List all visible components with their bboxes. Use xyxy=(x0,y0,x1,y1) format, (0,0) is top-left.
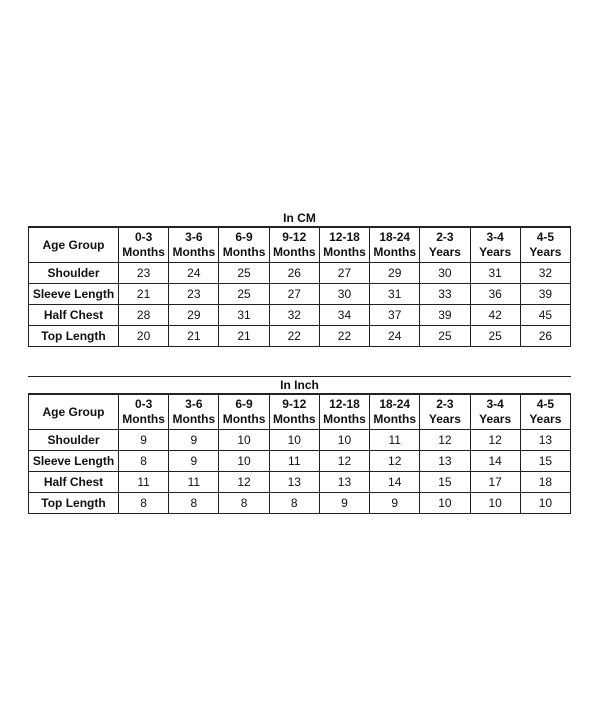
table-cell: 12 xyxy=(420,430,470,451)
table-cell: 32 xyxy=(520,263,570,284)
age-unit: Months xyxy=(323,245,366,259)
table-cell: 26 xyxy=(520,326,570,347)
age-unit: Months xyxy=(373,412,417,426)
table-cell: 21 xyxy=(219,326,269,347)
table-cell: 10 xyxy=(420,493,470,514)
table-cell: 11 xyxy=(269,451,319,472)
table-cell: 10 xyxy=(319,430,369,451)
inch-column-header xyxy=(520,395,570,430)
row-label: Shoulder xyxy=(29,263,119,284)
table-cell: 12 xyxy=(370,451,420,472)
row-label: Sleeve Length xyxy=(29,451,119,472)
age-unit: Months xyxy=(122,412,165,426)
cm-column-header xyxy=(169,228,219,263)
table-cell: 13 xyxy=(520,430,570,451)
age-unit: Years xyxy=(428,412,461,426)
age-range: 4-5 xyxy=(536,230,555,244)
table-row xyxy=(29,493,571,514)
age-unit: Years xyxy=(529,412,562,426)
table-row xyxy=(29,326,571,347)
age-range: 9-12 xyxy=(282,230,307,244)
inch-column-header xyxy=(269,395,319,430)
inch-column-header xyxy=(370,395,420,430)
age-unit: Months xyxy=(272,245,316,259)
row-label: Shoulder xyxy=(29,430,119,451)
table-cell: 26 xyxy=(269,263,319,284)
age-unit: Months xyxy=(172,245,216,259)
table-cell: 20 xyxy=(119,326,169,347)
inch-age-group-header: Age Group xyxy=(29,395,119,430)
cm-column-header xyxy=(319,228,369,263)
table-cell: 12 xyxy=(470,430,520,451)
age-range: 9-12 xyxy=(282,397,307,411)
age-unit: Months xyxy=(222,412,266,426)
age-range: 3-6 xyxy=(185,230,203,244)
inch-table-title: In Inch xyxy=(28,376,571,394)
table-cell: 23 xyxy=(169,284,219,305)
table-cell: 8 xyxy=(269,493,319,514)
table-row xyxy=(29,472,571,493)
table-cell: 28 xyxy=(119,305,169,326)
table-cell: 24 xyxy=(169,263,219,284)
age-unit: Years xyxy=(479,412,512,426)
table-cell: 29 xyxy=(169,305,219,326)
table-cell: 34 xyxy=(319,305,369,326)
cm-column-header xyxy=(370,228,420,263)
age-unit: Years xyxy=(529,245,562,259)
table-cell: 24 xyxy=(370,326,420,347)
table-cell: 36 xyxy=(470,284,520,305)
table-cell: 10 xyxy=(520,493,570,514)
row-label: Half Chest xyxy=(29,472,119,493)
table-row xyxy=(29,430,571,451)
table-cell: 8 xyxy=(119,451,169,472)
table-cell: 39 xyxy=(520,284,570,305)
table-cell: 8 xyxy=(169,493,219,514)
row-label: Top Length xyxy=(29,326,119,347)
table-cell: 27 xyxy=(319,263,369,284)
age-range: 2-3 xyxy=(436,230,454,244)
table-cell: 10 xyxy=(219,451,269,472)
table-cell: 8 xyxy=(219,493,269,514)
cm-age-group-header: Age Group xyxy=(29,228,119,263)
cm-header-row xyxy=(29,228,571,263)
table-cell: 22 xyxy=(319,326,369,347)
age-range: 3-6 xyxy=(185,397,203,411)
table-cell: 12 xyxy=(319,451,369,472)
table-cell: 22 xyxy=(269,326,319,347)
age-range: 2-3 xyxy=(436,397,454,411)
table-cell: 37 xyxy=(370,305,420,326)
age-range: 12-18 xyxy=(329,230,360,244)
table-cell: 18 xyxy=(520,472,570,493)
table-cell: 25 xyxy=(219,284,269,305)
age-range: 6-9 xyxy=(235,230,253,244)
table-cell: 42 xyxy=(470,305,520,326)
age-range: 0-3 xyxy=(134,397,153,411)
age-unit: Months xyxy=(122,245,165,259)
table-cell: 31 xyxy=(370,284,420,305)
table-cell: 14 xyxy=(470,451,520,472)
table-cell: 25 xyxy=(470,326,520,347)
table-cell: 32 xyxy=(269,305,319,326)
table-row xyxy=(29,263,571,284)
table-cell: 31 xyxy=(219,305,269,326)
cm-column-header xyxy=(219,228,269,263)
table-cell: 13 xyxy=(319,472,369,493)
age-range: 18-24 xyxy=(379,230,411,244)
table-cell: 25 xyxy=(219,263,269,284)
age-range: 6-9 xyxy=(235,397,253,411)
inch-column-header xyxy=(219,395,269,430)
table-cell: 9 xyxy=(169,430,219,451)
table-cell: 11 xyxy=(370,430,420,451)
inch-size-table xyxy=(28,394,571,514)
table-cell: 11 xyxy=(119,472,169,493)
table-cell: 17 xyxy=(470,472,520,493)
inch-column-header xyxy=(420,395,470,430)
table-cell: 15 xyxy=(520,451,570,472)
table-cell: 14 xyxy=(370,472,420,493)
table-cell: 33 xyxy=(420,284,470,305)
table-cell: 29 xyxy=(370,263,420,284)
table-cell: 10 xyxy=(470,493,520,514)
row-label: Top Length xyxy=(29,493,119,514)
table-cell: 9 xyxy=(119,430,169,451)
table-cell: 21 xyxy=(119,284,169,305)
table-cell: 9 xyxy=(169,451,219,472)
table-cell: 25 xyxy=(420,326,470,347)
inch-column-header xyxy=(319,395,369,430)
age-range: 3-4 xyxy=(486,230,504,244)
table-cell: 21 xyxy=(169,326,219,347)
table-cell: 23 xyxy=(119,263,169,284)
table-cell: 10 xyxy=(219,430,269,451)
age-unit: Years xyxy=(479,245,512,259)
cm-column-header xyxy=(470,228,520,263)
age-unit: Months xyxy=(172,412,216,426)
inch-column-header xyxy=(470,395,520,430)
table-cell: 27 xyxy=(269,284,319,305)
table-row xyxy=(29,305,571,326)
inch-column-header xyxy=(169,395,219,430)
age-range: 18-24 xyxy=(379,397,411,411)
table-row xyxy=(29,451,571,472)
table-cell: 45 xyxy=(520,305,570,326)
table-cell: 13 xyxy=(269,472,319,493)
table-cell: 13 xyxy=(420,451,470,472)
cm-column-header xyxy=(420,228,470,263)
table-row xyxy=(29,284,571,305)
row-label: Half Chest xyxy=(29,305,119,326)
age-range: 12-18 xyxy=(329,397,360,411)
inch-column-header xyxy=(119,395,169,430)
cm-size-chart xyxy=(28,210,571,347)
cm-table-title: In CM xyxy=(28,210,571,227)
table-cell: 30 xyxy=(319,284,369,305)
table-cell: 39 xyxy=(420,305,470,326)
age-unit: Months xyxy=(272,412,316,426)
table-cell: 30 xyxy=(420,263,470,284)
inch-header-row xyxy=(29,395,571,430)
inch-size-chart xyxy=(28,376,571,514)
cm-column-header xyxy=(269,228,319,263)
table-cell: 11 xyxy=(169,472,219,493)
age-unit: Months xyxy=(222,245,266,259)
table-cell: 31 xyxy=(470,263,520,284)
cm-size-table xyxy=(28,227,571,347)
table-cell: 9 xyxy=(370,493,420,514)
age-unit: Years xyxy=(428,245,461,259)
age-unit: Months xyxy=(323,412,366,426)
table-cell: 12 xyxy=(219,472,269,493)
age-range: 4-5 xyxy=(536,397,555,411)
age-range: 3-4 xyxy=(486,397,504,411)
cm-column-header xyxy=(119,228,169,263)
age-unit: Months xyxy=(373,245,417,259)
table-cell: 10 xyxy=(269,430,319,451)
table-cell: 15 xyxy=(420,472,470,493)
row-label: Sleeve Length xyxy=(29,284,119,305)
table-cell: 9 xyxy=(319,493,369,514)
table-cell: 8 xyxy=(119,493,169,514)
cm-column-header xyxy=(520,228,570,263)
age-range: 0-3 xyxy=(134,230,153,244)
